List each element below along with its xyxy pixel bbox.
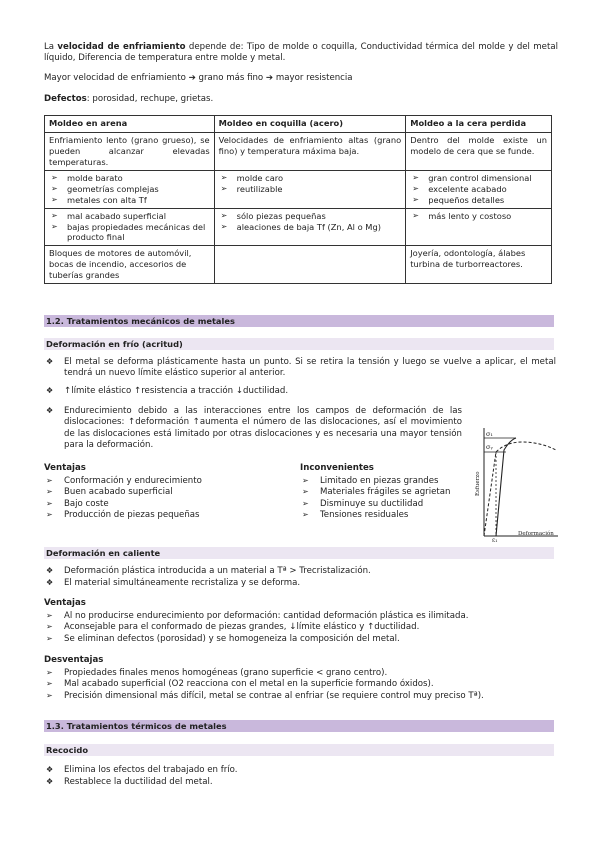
list-item: ❖ Endurecimiento debido a las interacciones entre los campos de deformación de las dislocaciones: ↑deformación ↑aumenta el número de las dislocaciones, así el movimiento de las dislocaciones está limitado por otras dislocaciones y es necesaria una mayor tensión para la deformación. xyxy=(44,406,462,451)
header-lost-wax: Moldeo a la cera perdida xyxy=(406,116,552,133)
e1-label: ε₁ xyxy=(492,537,498,542)
table-row-applications xyxy=(45,246,552,284)
hot-advantages-heading: Ventajas xyxy=(44,598,86,608)
list-item: ❖ Deformación plástica introducida a un material a Tª > Trecristalización. xyxy=(44,566,556,577)
list-item: ➢ mal acabado superficial xyxy=(49,211,210,222)
list-item: ➢ sólo piezas pequeñas xyxy=(219,211,402,222)
list-item: ❖ El metal se deforma plásticamente hasta un punto. Si se retira la tensión y luego se vuelve a aplicar, el metal tendrá un nuevo límite elástico superior al anterior. xyxy=(44,357,556,380)
intro-defects: Defectos: porosidad, rechupe, grietas. xyxy=(44,94,214,104)
sigma1-label: σ₁ xyxy=(486,430,494,438)
subsection-title-hot-work: Deformación en caliente xyxy=(44,547,554,559)
list-item: ➢ Conformación y endurecimiento xyxy=(44,476,284,487)
table-cell xyxy=(214,246,406,284)
list-item: ➢ excelente acabado xyxy=(410,184,547,195)
list-item: ➢ Precisión dimensional más difícil, metal se contrae al enfriar (se requiere control muy preciso Tª). xyxy=(44,691,556,702)
subsection-title-annealing: Recocido xyxy=(44,744,554,756)
list-item: ➢ bajas propiedades mecánicas del producto final xyxy=(49,222,210,244)
list-item: ➢ pequeños detalles xyxy=(410,195,547,206)
table-cell xyxy=(406,170,552,208)
list-item: ➢ gran control dimensional xyxy=(410,173,547,184)
table-cell: Velocidades de enfriamiento altas (grano fino) y temperatura máxima baja. xyxy=(214,132,406,170)
stress-strain-graph xyxy=(466,424,560,542)
list-item: ➢ Se eliminan defectos (porosidad) y se homogeneiza la composición del metal. xyxy=(44,634,556,645)
list-item: ➢ Propiedades finales menos homogéneas (grano superficie < grano centro). xyxy=(44,668,556,679)
y-axis-label: Esfuerzo xyxy=(475,471,481,496)
list-item: ➢ molde barato xyxy=(49,173,210,184)
table-cell: Dentro del molde existe un modelo de cera que se funde. xyxy=(406,132,552,170)
x-axis-label: Deformación xyxy=(518,531,554,537)
cold-disadvantages-heading: Inconvenientes xyxy=(300,463,374,473)
sigmay-label: σᵧ xyxy=(486,443,493,451)
table-cell xyxy=(406,208,552,246)
list-item: ❖ El material simultáneamente recristaliza y se deforma. xyxy=(44,578,556,589)
cold-advantages-list xyxy=(44,476,284,521)
original-curve xyxy=(484,442,556,536)
list-item: ➢ Al no producirse endurecimiento por deformación: cantidad deformación plástica es ilimitada. xyxy=(44,611,556,622)
molding-comparison-table xyxy=(44,115,552,284)
list-item: ➢ más lento y costoso xyxy=(410,211,547,222)
subsection-title-cold-work: Deformación en frío (acritud) xyxy=(44,338,554,350)
list-item: ➢ Limitado en piezas grandes xyxy=(300,476,470,487)
list-item: ➢ Buen acabado superficial xyxy=(44,487,284,498)
table-header-row xyxy=(45,116,552,133)
table-row-advantages xyxy=(45,170,552,208)
hot-work-bullets xyxy=(44,566,556,591)
list-item: ➢ Mal acabado superficial (O2 reacciona con el metal en la superficie formando óxidos). xyxy=(44,679,556,690)
list-item: ➢ metales con alta Tf xyxy=(49,195,210,206)
list-item: ➢ Tensiones residuales xyxy=(300,510,470,521)
section-title-mechanical: 1.2. Tratamientos mecánicos de metales xyxy=(44,315,554,327)
list-item: ➢ geometrías complejas xyxy=(49,184,210,195)
table-cell xyxy=(214,170,406,208)
list-item: ➢ Materiales frágiles se agrietan xyxy=(300,487,470,498)
table-cell: Joyería, odontología, álabes turbina de turborreactores. xyxy=(406,246,552,284)
table-cell xyxy=(45,208,215,246)
table-cell xyxy=(45,170,215,208)
hot-disadvantages-list xyxy=(44,668,556,702)
reloaded-curve xyxy=(496,438,516,536)
list-item: ❖ ↑límite elástico ↑resistencia a tracción ↓ductilidad. xyxy=(44,386,556,397)
list-item: ➢ reutilizable xyxy=(219,184,402,195)
table-cell xyxy=(214,208,406,246)
intro-grain-relation: Mayor velocidad de enfriamiento ➔ grano más fino ➔ mayor resistencia xyxy=(44,73,353,83)
section-title-thermal: 1.3. Tratamientos térmicos de metales xyxy=(44,720,554,732)
cold-advantages-heading: Ventajas xyxy=(44,463,86,473)
cold-work-hardening-bullet xyxy=(44,406,462,457)
list-item: ➢ aleaciones de baja Tf (Zn, Al o Mg) xyxy=(219,222,402,233)
header-sand-molding: Moldeo en arena xyxy=(45,116,215,133)
list-item: ❖ Elimina los efectos del trabajado en frío. xyxy=(44,765,556,776)
list-item: ➢ Disminuye su ductilidad xyxy=(300,499,470,510)
list-item: ❖ Restablece la ductilidad del metal. xyxy=(44,777,556,788)
header-die-casting: Moldeo en coquilla (acero) xyxy=(214,116,406,133)
table-cell: Bloques de motores de automóvil, bocas de incendio, accesorios de tuberías grandes xyxy=(45,246,215,284)
cooling-rate-term: velocidad de enfriamiento xyxy=(57,42,186,52)
list-item: ➢ Bajo coste xyxy=(44,499,284,510)
list-item: ➢ Aconsejable para el conformado de piezas grandes, ↓límite elástico y ↑ductilidad. xyxy=(44,622,556,633)
cold-disadvantages-list xyxy=(300,476,470,521)
intro-cooling-rate: La velocidad de enfriamiento depende de: Tipo de molde o coquilla, Conductividad térmica del molde y del metal líquido, Diferencia de temperatura entre molde y metal. xyxy=(44,42,558,64)
list-item: ➢ Producción de piezas pequeñas xyxy=(44,510,284,521)
hot-disadvantages-heading: Desventajas xyxy=(44,655,104,665)
hot-advantages-list xyxy=(44,611,556,645)
table-row-disadvantages xyxy=(45,208,552,246)
cold-work-bullets xyxy=(44,357,556,403)
annealing-bullets xyxy=(44,765,556,790)
table-row-description xyxy=(45,132,552,170)
table-cell: Enfriamiento lento (grano grueso), se pueden alcanzar elevadas temperaturas. xyxy=(45,132,215,170)
list-item: ➢ molde caro xyxy=(219,173,402,184)
